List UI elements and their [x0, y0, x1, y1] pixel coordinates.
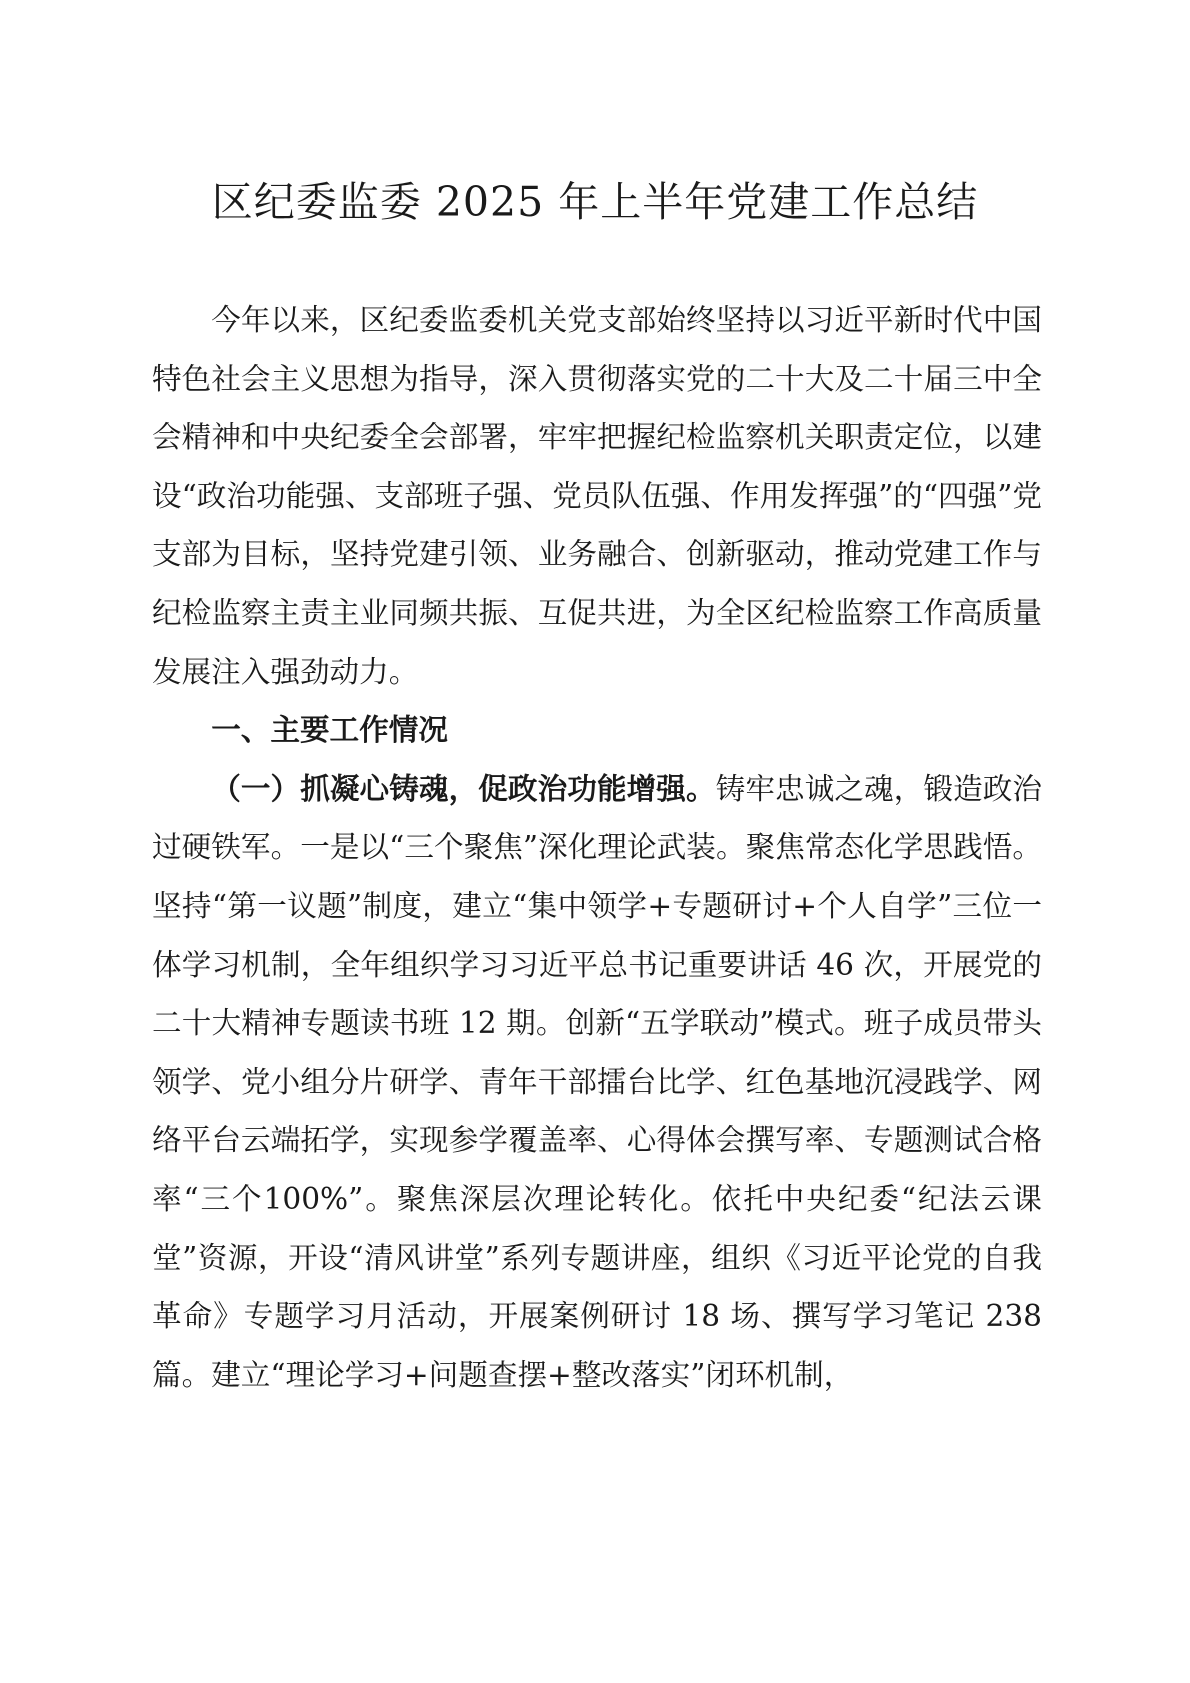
- section-heading: 一、主要工作情况: [211, 713, 448, 748]
- subsection-body: 铸牢忠诚之魂，锻造政治过硬铁军。一是以“三个聚焦”深化理论武装。聚焦常态化学思践悟。坚持“第一议题”制度，建立“集中领学+专题研讨+个人自学”三位一体学习机制，全年组织学习习近平总书记重要讲话 46 次，开展党的二十大精神专题读书班 12 期。创新“五学联动”模式。班子成员带头领学、党小组分片研学、青年干部擂台比学、红色基地沉浸践学、网络平台云端拓学，实现参学覆盖率、心得体会撰写率、专题测试合格率“三个100%”。聚焦深层次理论转化。依托中央纪委“纪法云课堂”资源，开设“清风讲堂”系列专题讲座，组织《习近平论党的自我革命》专题学习月活动，开展案例研讨 18 场、撰写学习笔记 238 篇。建立“理论学习+问题查摆+整改落实”闭环机制，: [152, 771, 1043, 1392]
- subsection-paragraph: [152, 760, 1042, 1405]
- document-title: 区纪委监委 2025 年上半年党建工作总结: [211, 178, 979, 226]
- intro-paragraph: 今年以来，区纪委监委机关党支部始终坚持以习近平新时代中国特色社会主义思想为指导，深入贯彻落实党的二十大及二十届三中全会精神和中央纪委全会部署，牢牢把握纪检监察机关职责定位，以建设“政治功能强、支部班子强、党员队伍强、作用发挥强”的“四强”党支部为目标，坚持党建引领、业务融合、创新驱动，推动党建工作与纪检监察主责主业同频共振、互促共进，为全区纪检监察工作高质量发展注入强劲动力。: [152, 303, 1042, 689]
- document-body: [152, 291, 1042, 1404]
- subsection-title: （一）抓凝心铸魂，促政治功能增强。: [211, 770, 716, 806]
